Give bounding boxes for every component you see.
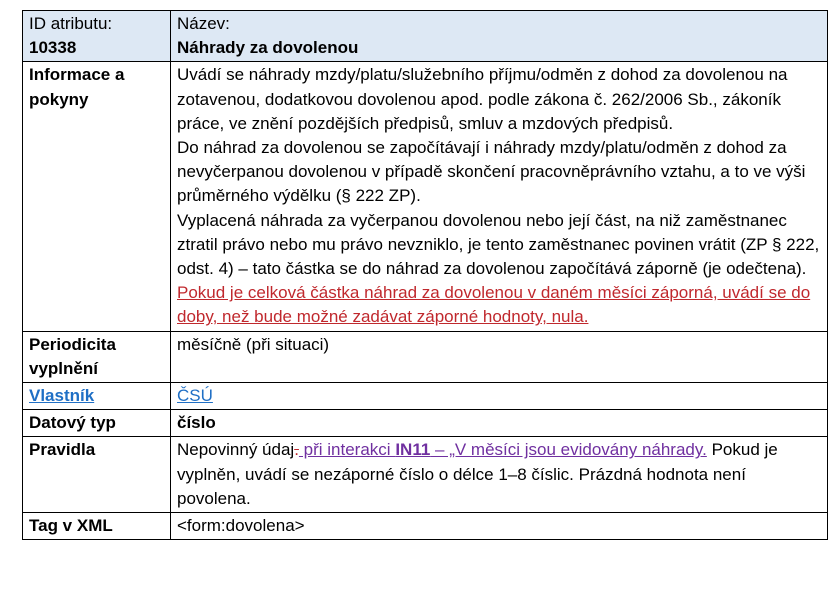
attribute-table: [22, 10, 828, 540]
info-paragraph-3: [177, 209, 821, 330]
attribute-document: [22, 10, 828, 540]
xml-value: <form:dovolena>: [171, 513, 828, 540]
name-label: Název:: [177, 14, 230, 33]
rules-deleted-text: .: [294, 440, 299, 460]
rules-label: Pravidla: [23, 437, 171, 513]
periodicity-row: [23, 331, 828, 382]
datatype-label: Datový typ: [23, 410, 171, 437]
info-label: Informace a pokyny: [23, 62, 171, 331]
name-cell: [171, 11, 828, 62]
info-row: [23, 62, 828, 331]
rules-inserted-b: IN11: [395, 440, 431, 460]
rules-row: [23, 437, 828, 513]
info-cell: [171, 62, 828, 331]
owner-label-cell: [23, 383, 171, 410]
xml-row: [23, 513, 828, 540]
datatype-value: číslo: [171, 410, 828, 437]
xml-label: Tag v XML: [23, 513, 171, 540]
id-cell: [23, 11, 171, 62]
datatype-row: [23, 410, 828, 437]
id-label: ID atributu:: [29, 14, 113, 33]
owner-value-cell: [171, 383, 828, 410]
periodicity-label: Periodicita vyplnění: [23, 331, 171, 382]
id-value: 10338: [29, 38, 77, 58]
owner-label-link[interactable]: Vlastník: [29, 386, 95, 406]
owner-value-link[interactable]: ČSÚ: [177, 386, 213, 406]
rules-cell: [171, 437, 828, 513]
header-row: [23, 11, 828, 62]
rules-inserted-a: při interakci: [298, 440, 396, 460]
rules-inserted-c: – „V měsíci jsou evidovány náhrady.: [430, 440, 707, 460]
info-paragraph-1: Uvádí se náhrady mzdy/platu/služebního příjmu/odměn z dohod za dovolenou na zotavenou, dodatkovou dovolenou apod. podle zákona č. 262/2006 Sb., zákoník práce, ve znění pozdějších předpisů, smluv a mzdových předpisů.: [177, 65, 788, 133]
info-paragraph-3-text: Vyplacená náhrada za vyčerpanou dovolenou nebo její část, na niž zaměstnanec ztratil právo nebo mu právo nevzniklo, je tento zaměstnanec povinen vrátit (ZP § 222, odst. 4) – tato částka se do náhrad za dovolenou započítává záporně (je odečtena).: [177, 210, 820, 279]
rules-text-1: Nepovinný údaj: [177, 440, 295, 460]
name-value: Náhrady za dovolenou: [177, 38, 359, 58]
info-inserted-text: Pokud je celková částka náhrad za dovolenou v daném měsíci záporná, uvádí se do doby, než bude možné zadávat záporné hodnoty, nula.: [177, 283, 811, 327]
periodicity-value: měsíčně (při situaci): [171, 331, 828, 382]
info-paragraph-2: Do náhrad za dovolenou se započítávají i náhrady mzdy/platu/odměn z dohod za nevyčerpanou dovolenou v případě skončení pracovněprávního vztahu, a to ve výši průměrného výdělku (§ 222 ZP).: [177, 138, 806, 206]
owner-row: [23, 383, 828, 410]
rules-text-2: Pokud je vyplněn, uvádí se nezáporné číslo o délce 1–8 číslic. Prázdná hodnota není povolena.: [177, 440, 778, 508]
